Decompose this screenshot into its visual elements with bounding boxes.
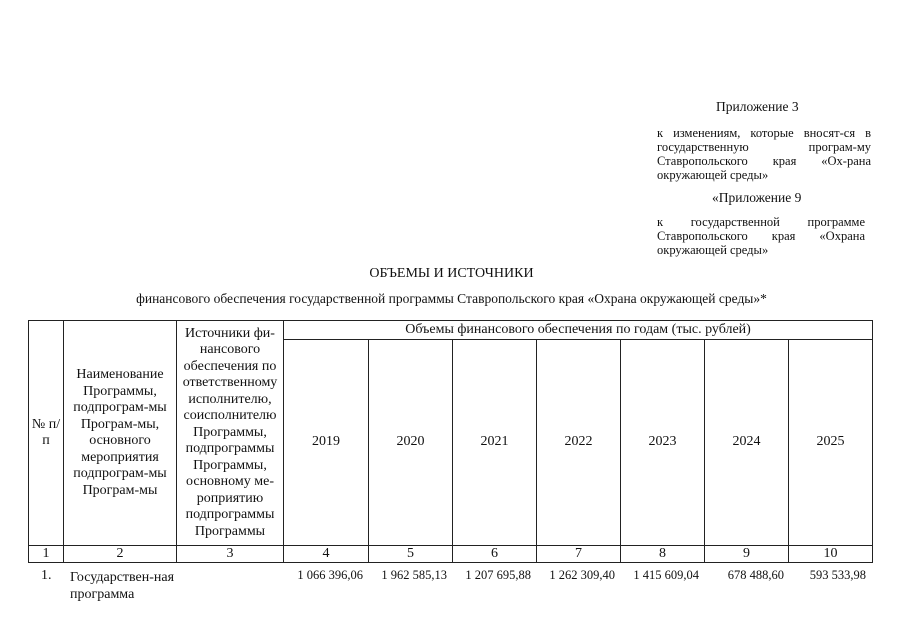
year-header: 2021 xyxy=(453,340,537,546)
amendment-note: к изменениям, которые вносят-ся в государственную програм-му Ставропольского края «Ох-рана окружающей среды» xyxy=(657,126,871,182)
period-header: Объемы финансового обеспечения по годам (тыс. рублей) xyxy=(284,321,873,340)
year-header: 2024 xyxy=(705,340,789,546)
column-index: 4 xyxy=(284,546,369,563)
column-source-header: Источники фи-нансового обеспечения по ответственному исполнителю, соисполнителю Программы, подпрограммы Программы, основному ме-роприятию подпрограммы Программы xyxy=(177,321,284,546)
amount-cell: 1 962 585,13 xyxy=(381,568,447,582)
year-header: 2020 xyxy=(369,340,453,546)
column-index: 9 xyxy=(705,546,789,563)
column-index: 5 xyxy=(369,546,453,563)
document-title: ОБЪЕМЫ И ИСТОЧНИКИ xyxy=(369,266,534,281)
amount-cell: 593 533,98 xyxy=(809,568,866,582)
year-header: 2023 xyxy=(621,340,705,546)
amount-cell: 1 262 309,40 xyxy=(549,568,615,582)
year-header: 2025 xyxy=(789,340,873,546)
amount-cell: 1 415 609,04 xyxy=(633,568,699,582)
amount-cell: 1 066 396,06 xyxy=(297,568,363,582)
appendix-title: Приложение 3 xyxy=(716,99,799,114)
program-note: к государственной программе Ставропольского края «Охрана окружающей среды» xyxy=(657,215,865,257)
column-number-header: № п/п xyxy=(29,321,64,546)
year-header: 2019 xyxy=(284,340,369,546)
financing-table xyxy=(28,320,873,563)
column-name-header: Наименование Программы, подпрограм-мы Програм-мы, основного мероприятия подпрограм-мы Програм-мы xyxy=(64,321,177,546)
column-index: 8 xyxy=(621,546,705,563)
column-index: 6 xyxy=(453,546,537,563)
document-subtitle: финансового обеспечения государственной программы Ставропольского края «Охрана окружающей среды»* xyxy=(136,291,767,306)
column-index: 10 xyxy=(789,546,873,563)
appendix-9-title: «Приложение 9 xyxy=(712,190,802,205)
row-name: Государствен-ная программа xyxy=(70,570,175,602)
column-index: 2 xyxy=(64,546,177,563)
column-index: 3 xyxy=(177,546,284,563)
column-index: 1 xyxy=(29,546,64,563)
row-number: 1. xyxy=(41,568,52,583)
amount-cell: 1 207 695,88 xyxy=(465,568,531,582)
amount-cell: 678 488,60 xyxy=(727,568,784,582)
year-header: 2022 xyxy=(537,340,621,546)
column-index: 7 xyxy=(537,546,621,563)
